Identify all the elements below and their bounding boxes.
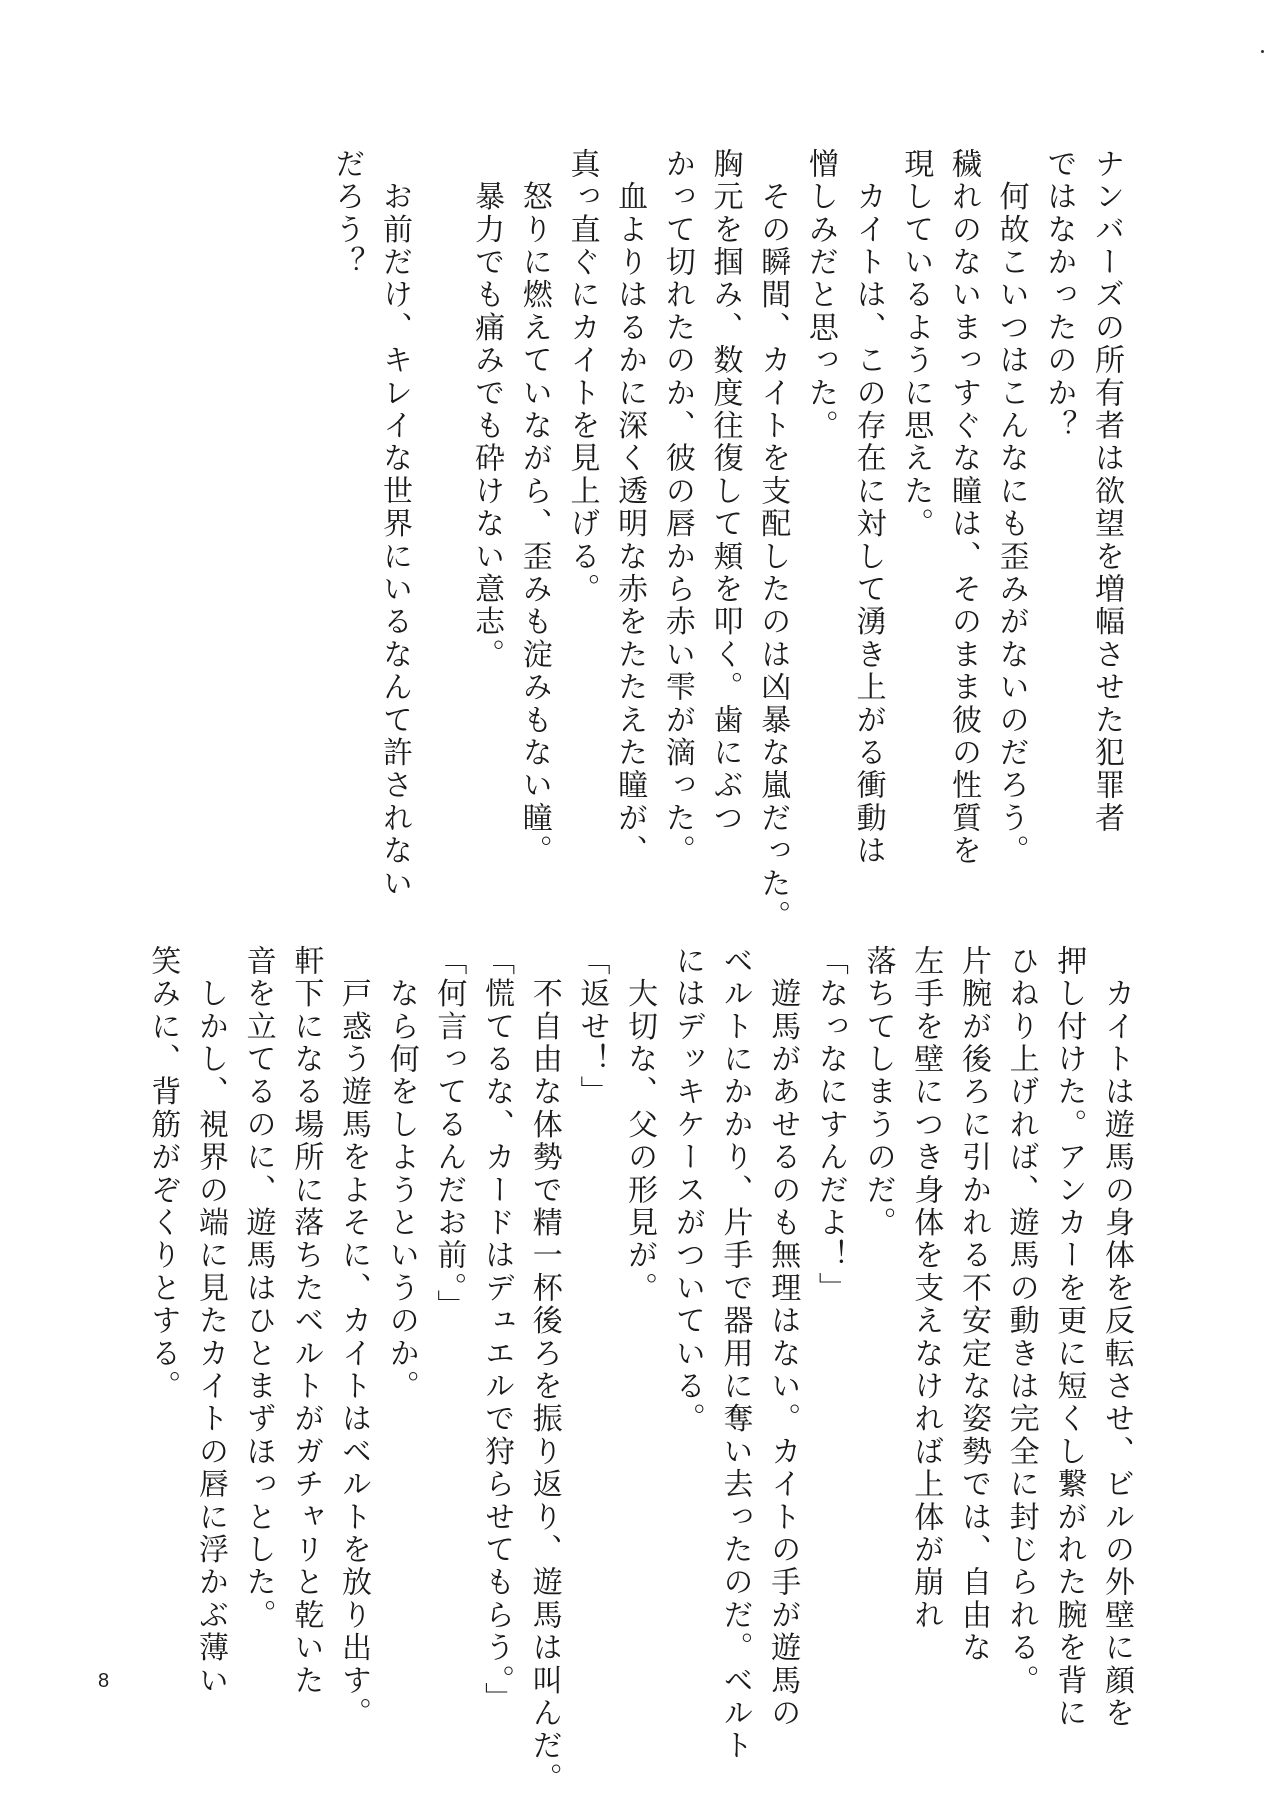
text-line: ではなかったのか？ bbox=[1041, 148, 1077, 443]
text-line: 押し付けた。アンカーを更に短くし繋がれた腕を背に bbox=[1051, 945, 1087, 1730]
text-line: 現しているように思えた。 bbox=[898, 148, 934, 541]
text-line: 何故こいつはこんなにも歪みがないのだろう。 bbox=[993, 148, 1029, 868]
text-line: 戸惑う遊馬をよそに、カイトはベルトを放り出す。 bbox=[336, 945, 371, 1730]
text-line: 軒下になる場所に落ちたベルトがガチャリと乾いた bbox=[288, 945, 324, 1698]
text-line: 「返せ！」 bbox=[574, 945, 610, 1109]
text-line: 片腕が後ろに引かれる不安定な姿勢では、自由な bbox=[955, 945, 991, 1665]
lower-text-block bbox=[139, 945, 1140, 1795]
text-line: お前だけ、キレイな世界にいるなんて許されない bbox=[377, 148, 412, 901]
text-line: カイトは遊馬の身体を反転させ、ビルの外壁に顔を bbox=[1099, 945, 1134, 1730]
upper-end-text-block bbox=[323, 148, 418, 901]
text-line: 胸元を掴み、数度往復して頬を叩く。歯にぶつ bbox=[707, 148, 743, 835]
text-line: 大切な、父の形見が。 bbox=[622, 945, 658, 1305]
text-line: にはデッキケースがついている。 bbox=[669, 945, 705, 1436]
text-line: 穢れのないまっすぐな瞳は、そのまま彼の性質を bbox=[945, 148, 981, 868]
upper-text-block bbox=[462, 148, 1130, 933]
text-line: なら何をしようというのか。 bbox=[383, 945, 419, 1403]
text-line: だろう？ bbox=[329, 148, 365, 279]
text-line: 音を立てるのに、遊馬はひとまずほっとした。 bbox=[240, 945, 276, 1632]
text-line: ひねり上げれば、遊馬の動きは完全に封じられる。 bbox=[1003, 945, 1039, 1698]
text-line: 不自由な体勢で精一杯後ろを振り返り、遊馬は叫んだ。 bbox=[526, 945, 562, 1795]
text-line: 笑みに、背筋がぞくりとする。 bbox=[145, 945, 181, 1403]
text-line: ベルトにかかり、片手で器用に奪い去ったのだ。ベルト bbox=[717, 945, 753, 1763]
text-line: 怒りに燃えていながら、歪みも淀みもない瞳。 bbox=[516, 148, 552, 868]
text-line: 「なっなにすんだよ！」 bbox=[812, 945, 848, 1305]
text-line: 憎しみだと思った。 bbox=[802, 148, 838, 443]
text-line: 遊馬があせるのも無理はない。カイトの手が遊馬の bbox=[765, 945, 801, 1730]
text-line: かって切れたのか、彼の唇から赤い雫が滴った。 bbox=[659, 148, 695, 868]
text-line: ナンバーズの所有者は欲望を増幅させた犯罪者 bbox=[1089, 148, 1124, 835]
text-line: 「慌てるな、カードはデュエルで狩らせてもらう。」 bbox=[479, 945, 515, 1715]
text-line: カイトは、この存在に対して湧き上がる衝動は bbox=[850, 148, 886, 868]
page-number: 8 bbox=[98, 1670, 110, 1692]
text-line: 左手を壁につき身体を支えなければ上体が崩れ bbox=[908, 945, 944, 1632]
text-line: 「何言ってるんだお前。」 bbox=[431, 945, 467, 1323]
text-line: 落ちてしまうのだ。 bbox=[860, 945, 896, 1240]
scan-speck bbox=[1261, 50, 1264, 53]
text-line: 真っ直ぐにカイトを見上げる。 bbox=[564, 148, 600, 606]
text-line: 血よりはるかに深く透明な赤をたたえた瞳が、 bbox=[612, 148, 648, 868]
text-line: その瞬間、カイトを支配したのは凶暴な嵐だった。 bbox=[755, 148, 791, 933]
text-line: 暴力でも痛みでも砕けない意志。 bbox=[469, 148, 505, 672]
text-line: しかし、視界の端に見たカイトの唇に浮かぶ薄い bbox=[192, 945, 228, 1698]
